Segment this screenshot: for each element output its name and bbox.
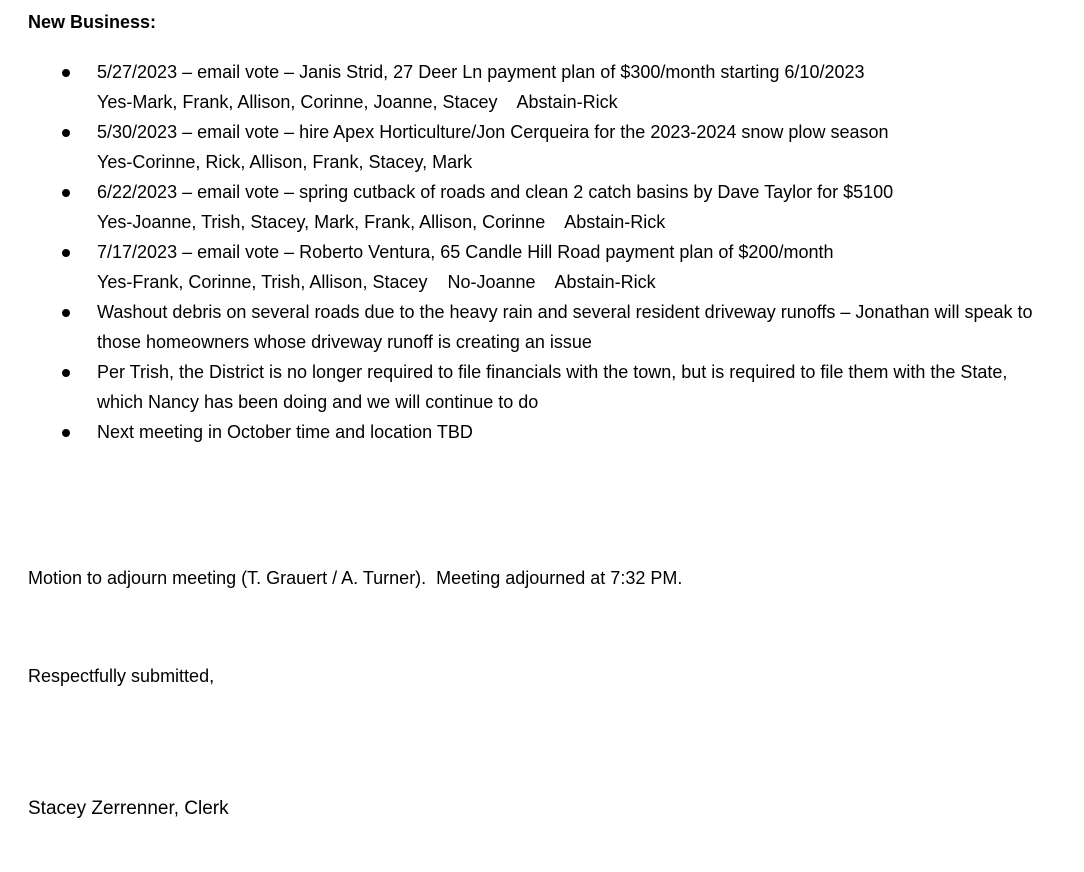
item-text: 5/27/2023 – email vote – Janis Strid, 27 Deer Ln payment plan of $300/month starting 6/10/2023 (97, 62, 865, 82)
bullet-icon (62, 69, 70, 77)
list-item (0, 117, 1084, 177)
bullet-icon (62, 249, 70, 257)
vote-result: Yes-Mark, Frank, Allison, Corinne, Joanne, Stacey Abstain-Rick (97, 92, 618, 112)
list-item (0, 237, 1084, 297)
bullet-icon (62, 429, 70, 437)
item-text: Washout debris on several roads due to the heavy rain and several resident driveway runoffs – Jonathan will speak to those homeowners whose driveway runoff is creating an issue (97, 302, 1033, 352)
bullet-icon (62, 129, 70, 137)
new-business-list (0, 57, 1084, 447)
vote-result: Yes-Corinne, Rick, Allison, Frank, Stacey, Mark (97, 152, 473, 172)
item-text: 7/17/2023 – email vote – Roberto Ventura, 65 Candle Hill Road payment plan of $200/month (97, 242, 834, 262)
item-text: Next meeting in October time and location TBD (97, 422, 473, 442)
vote-result: Yes-Frank, Corinne, Trish, Allison, Stacey No-Joanne Abstain-Rick (97, 272, 656, 292)
list-item (0, 57, 1084, 117)
closing-line: Respectfully submitted, (28, 666, 215, 686)
bullet-icon (62, 369, 70, 377)
item-text: Per Trish, the District is no longer required to file financials with the town, but is required to file them with the State, which Nancy has been doing and we will continue to do (97, 362, 1008, 412)
bullet-icon (62, 189, 70, 197)
list-item (0, 177, 1084, 237)
section-title: New Business: (28, 12, 157, 32)
item-text: 6/22/2023 – email vote – spring cutback of roads and clean 2 catch basins by Dave Taylor for $5100 (97, 182, 894, 202)
list-item (0, 297, 1084, 357)
adjournment-motion: Motion to adjourn meeting (T. Grauert / A. Turner). Meeting adjourned at 7:32 PM. (28, 568, 683, 588)
list-item (0, 417, 1084, 447)
bullet-icon (62, 309, 70, 317)
list-item (0, 357, 1084, 417)
signature-line: Stacey Zerrenner, Clerk (28, 798, 229, 819)
item-text: 5/30/2023 – email vote – hire Apex Horticulture/Jon Cerqueira for the 2023-2024 snow plow season (97, 122, 889, 142)
vote-result: Yes-Joanne, Trish, Stacey, Mark, Frank, Allison, Corinne Abstain-Rick (97, 212, 666, 232)
